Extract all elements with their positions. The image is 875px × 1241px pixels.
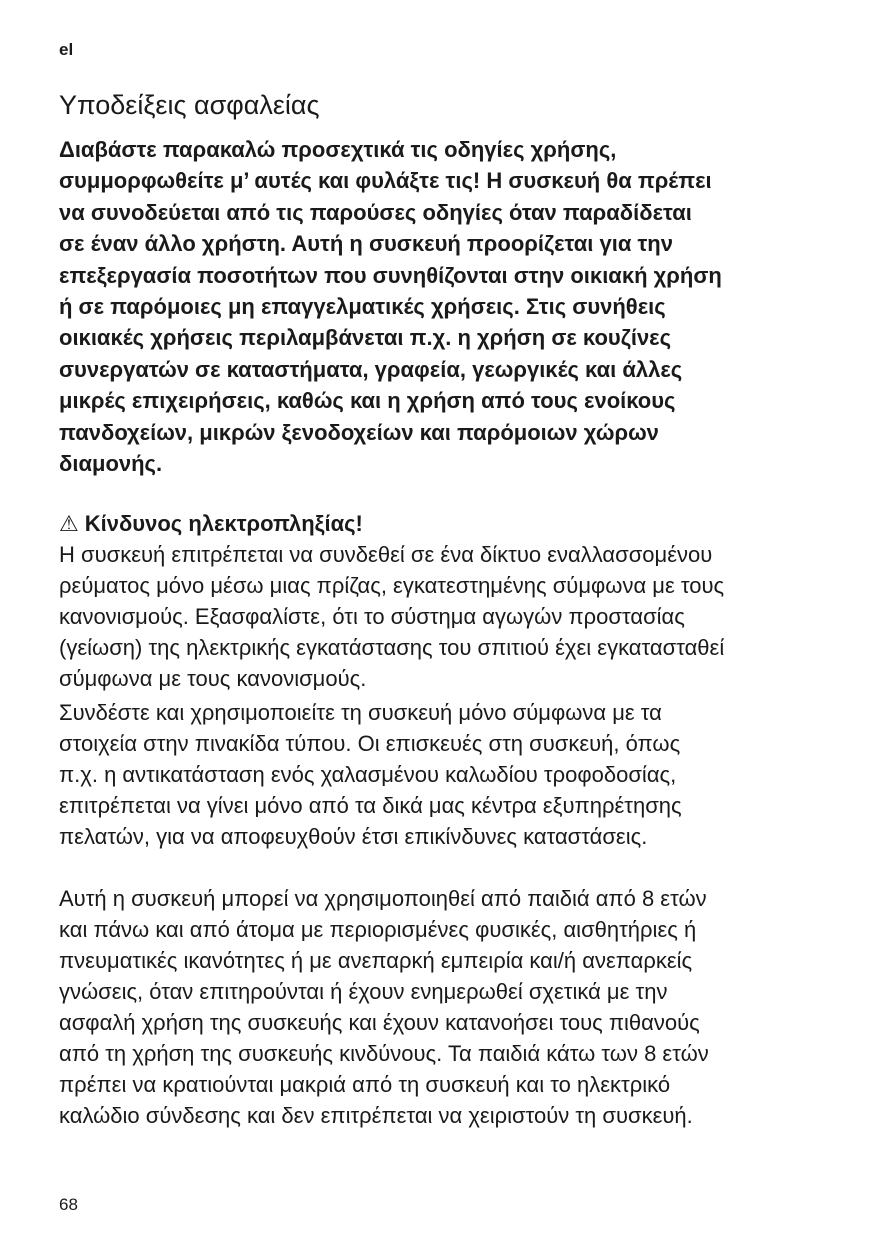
language-code: el [59, 40, 74, 59]
body-paragraph: Συνδέστε και χρησιμοποιείτε τη συσκευή μόνο σύμφωνα με τα στοιχεία στην πινακίδα τύπου. Οι επισκευές στη συσκευή, όπως π.χ. η αντικατάσταση ενός χαλασμένου καλωδίου τροφοδοσίας, επιτρέπεται να γίνει μόνο από τα δικά μας κέντρα εξυπηρέτησης πελατών, για να αποφευχθούν έτσι επικίνδυνες καταστάσεις. [59, 700, 682, 849]
intro-paragraph: Διαβάστε παρακαλώ προσεχτικά τις οδηγίες χρήσης, συμμορφωθείτε μ’ αυτές και φυλάξτε τις! Η συσκευή θα πρέπει να συνοδεύεται από τις παρούσες οδηγίες όταν παραδίδεται σε έναν άλλο χρήστη. Αυτή η συσκευή προορίζεται για την επεξεργασία ποσοτήτων που συνηθίζονται στην οικιακή χρήση ή σε παρόμοιες μη επαγγελματικές χρήσεις. Στις συνήθεις οικιακές χρήσεις περιλαμβάνεται π.χ. η χρήση σε κουζίνες συνεργατών σε καταστήματα, γραφεία, γεωργικές και άλλες μικρές επιχειρήσεις, καθώς και η χρήση από τους ενοίκους πανδοχείων, μικρών ξενοδοχείων και παρόμοιων χώρων διαμονής. [59, 137, 722, 477]
warning-heading-text: Κίνδυνος ηλεκτροπληξίας! [84, 511, 363, 536]
warning-heading [59, 508, 849, 539]
section-title: Υποδείξεις ασφαλείας [59, 90, 320, 120]
body-paragraph: Αυτή η συσκευή μπορεί να χρησιμοποιηθεί από παιδιά από 8 ετών και πάνω και από άτομα με περιορισμένες φυσικές, αισθητήριες ή πνευματικές ικανότητες ή με ανεπαρκή εμπειρία και/ή ανεπαρκείς γνώσεις, όταν επιτηρούνται ή έχουν ενημερωθεί σχετικά με την ασφαλή χρήση της συσκευής και έχουν κατανοήσει τους πιθανούς από τη χρήση της συσκευής κινδύνους. Τα παιδιά κάτω των 8 ετών πρέπει να κρατιούνται μακριά από τη συσκευή και το ηλεκτρικό καλώδιο σύνδεσης και δεν επιτρέπεται να χειριστούν τη συσκευή. [59, 886, 709, 1128]
body-paragraph: Η συσκευή επιτρέπεται να συνδεθεί σε ένα δίκτυο εναλλασσομένου ρεύματος μόνο μέσω μιας πρίζας, εγκατεστημένης σύμφωνα με τους κανονισμούς. Εξασφαλίστε, ότι το σύστημα αγωγών προστασίας (γείωση) της ηλεκτρικής εγκατάστασης του σπιτιού έχει εγκατασταθεί σύμφωνα με τους κανονισμούς. [59, 542, 725, 691]
page-number: 68 [59, 1195, 78, 1214]
warning-triangle-icon: ⚠ [59, 511, 79, 536]
